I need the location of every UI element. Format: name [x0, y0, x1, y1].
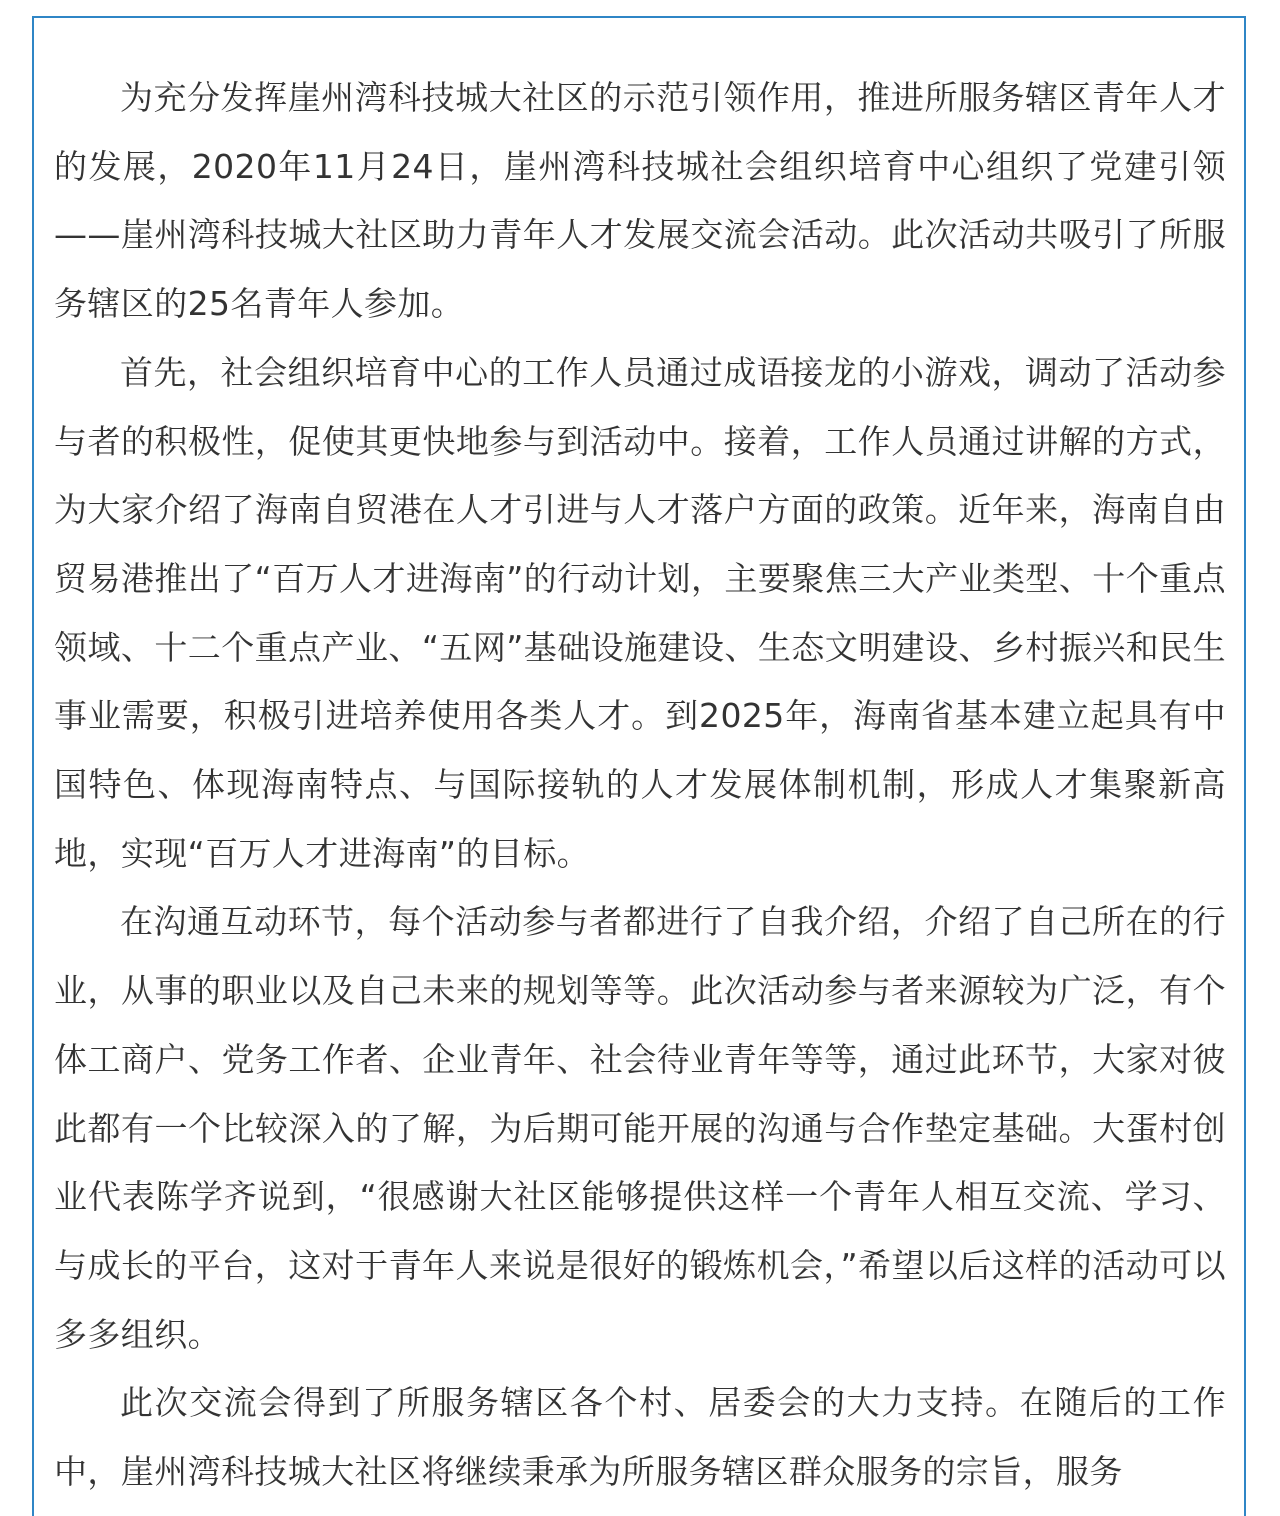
- paragraph-interaction: 在沟通互动环节，每个活动参与者都进行了自我介绍，介绍了自己所在的行业，从事的职业以及自己未来的规划等等。此次活动参与者来源较为广泛，有个体工商户、党务工作者、企业青年、社会待业青年等等，通过此环节，大家对彼此都有一个比较深入的了解，为后期可能开展的沟通与合作垫定基础。大蛋村创业代表陈学齐说到，“很感谢大社区能够提供这样一个青年人相互交流、学习、与成长的平台，这对于青年人来说是很好的锻炼机会，”希望以后这样的活动可以多多组织。: [54, 902, 1226, 1354]
- paragraph-policy: 首先，社会组织培育中心的工作人员通过成语接龙的小游戏，调动了活动参与者的积极性，促使其更快地参与到活动中。接着，工作人员通过讲解的方式，为大家介绍了海南自贸港在人才引进与人才落户方面的政策。近年来，海南自由贸易港推出了“百万人才进海南”的行动计划，主要聚焦三大产业类型、十个重点领域、十二个重点产业、“五网”基础设施建设、生态文明建设、乡村振兴和民生事业需要，积极引进培养使用各类人才。到2025年，海南省基本建立起具有中国特色、体现海南特点、与国际接轨的人才发展体制机制，形成人才集聚新高地，实现“百万人才进海南”的目标。: [54, 352, 1226, 873]
- paragraph-support: 此次交流会得到了所服务辖区各个村、居委会的大力支持。在随后的工作中，崖州湾科技城大社区将继续秉承为所服务辖区群众服务的宗旨，服务: [54, 1383, 1226, 1492]
- article-body: [54, 64, 1226, 1507]
- article-frame: [32, 16, 1246, 1516]
- paragraph-intro: 为充分发挥崖州湾科技城大社区的示范引领作用，推进所服务辖区青年人才的发展，2020年11月24日，崖州湾科技城社会组织培育中心组织了党建引领——崖州湾科技城大社区助力青年人才发展交流会活动。此次活动共吸引了所服务辖区的25名青年人参加。: [54, 78, 1226, 324]
